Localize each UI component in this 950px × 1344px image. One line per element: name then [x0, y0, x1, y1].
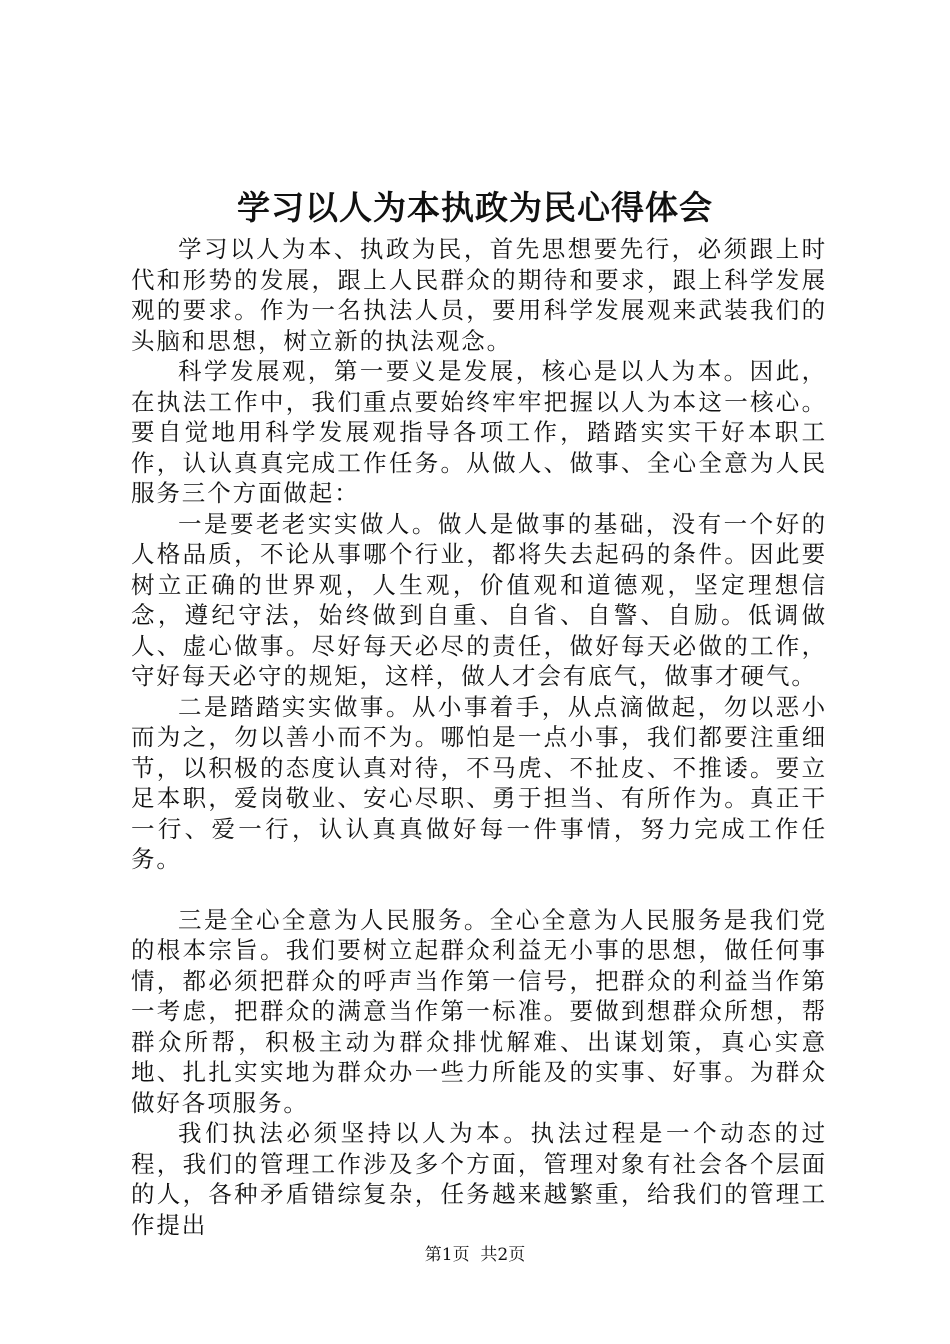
page-number: 第1页: [424, 1245, 470, 1265]
paragraph-3: 一是要老老实实做人。做人是做事的基础，没有一个好的人格品质，不论从事哪个行业，都将失去起码的条件。因此要树立正确的世界观，人生观，价值观和道德观，坚定理想信念，遵纪守法，始终做到自重、自省、自警、自励。低调做人、虚心做事。尽好每天必尽的责任，做好每天必做的工作，守好每天必守的规矩，这样，做人才会有底气，做事才硬气。: [131, 509, 827, 690]
document-body: [131, 234, 827, 1240]
page-total: 共2页: [480, 1245, 526, 1265]
paragraph-4: 二是踏踏实实做事。从小事着手，从点滴做起，勿以恶小而为之，勿以善小而不为。哪怕是一点小事，我们都要注重细节，以积极的态度认真对待，不马虎、不扯皮、不推诿。要立足本职，爱岗敬业、安心尽职、勇于担当、有所作为。真正干一行、爱一行，认认真真做好每一件事情，努力完成工作任务。: [131, 692, 827, 873]
paragraph-5: 三是全心全意为人民服务。全心全意为人民服务是我们党的根本宗旨。我们要树立起群众利益无小事的思想，做任何事情，都必须把群众的呼声当作第一信号，把群众的利益当作第一考虑，把群众的满意当作第一标准。要做到想群众所想，帮群众所帮，积极主动为群众排忧解难、出谋划策，真心实意地、扎扎实实地为群众办一些力所能及的实事、好事。为群众做好各项服务。: [131, 905, 827, 1117]
document-title: 学习以人为本执政为民心得体会: [237, 188, 713, 227]
paragraph-6: 我们执法必须坚持以人为本。执法过程是一个动态的过程，我们的管理工作涉及多个方面，管理对象有社会各个层面的人，各种矛盾错综复杂，任务越来越繁重，给我们的管理工作提出: [131, 1119, 827, 1239]
paragraph-2: 科学发展观，第一要义是发展，核心是以人为本。因此，在执法工作中，我们重点要始终牢牢把握以人为本这一核心。要自觉地用科学发展观指导各项工作，踏踏实实干好本职工作，认认真真完成工作任务。从做人、做事、全心全意为人民服务三个方面做起：: [131, 357, 827, 507]
paragraph-1: 学习以人为本、执政为民，首先思想要先行，必须跟上时代和形势的发展，跟上人民群众的期待和要求，跟上科学发展观的要求。作为一名执法人员，要用科学发展观来武装我们的头脑和思想，树立新的执法观念。: [131, 235, 827, 355]
page-footer: [0, 1244, 950, 1266]
